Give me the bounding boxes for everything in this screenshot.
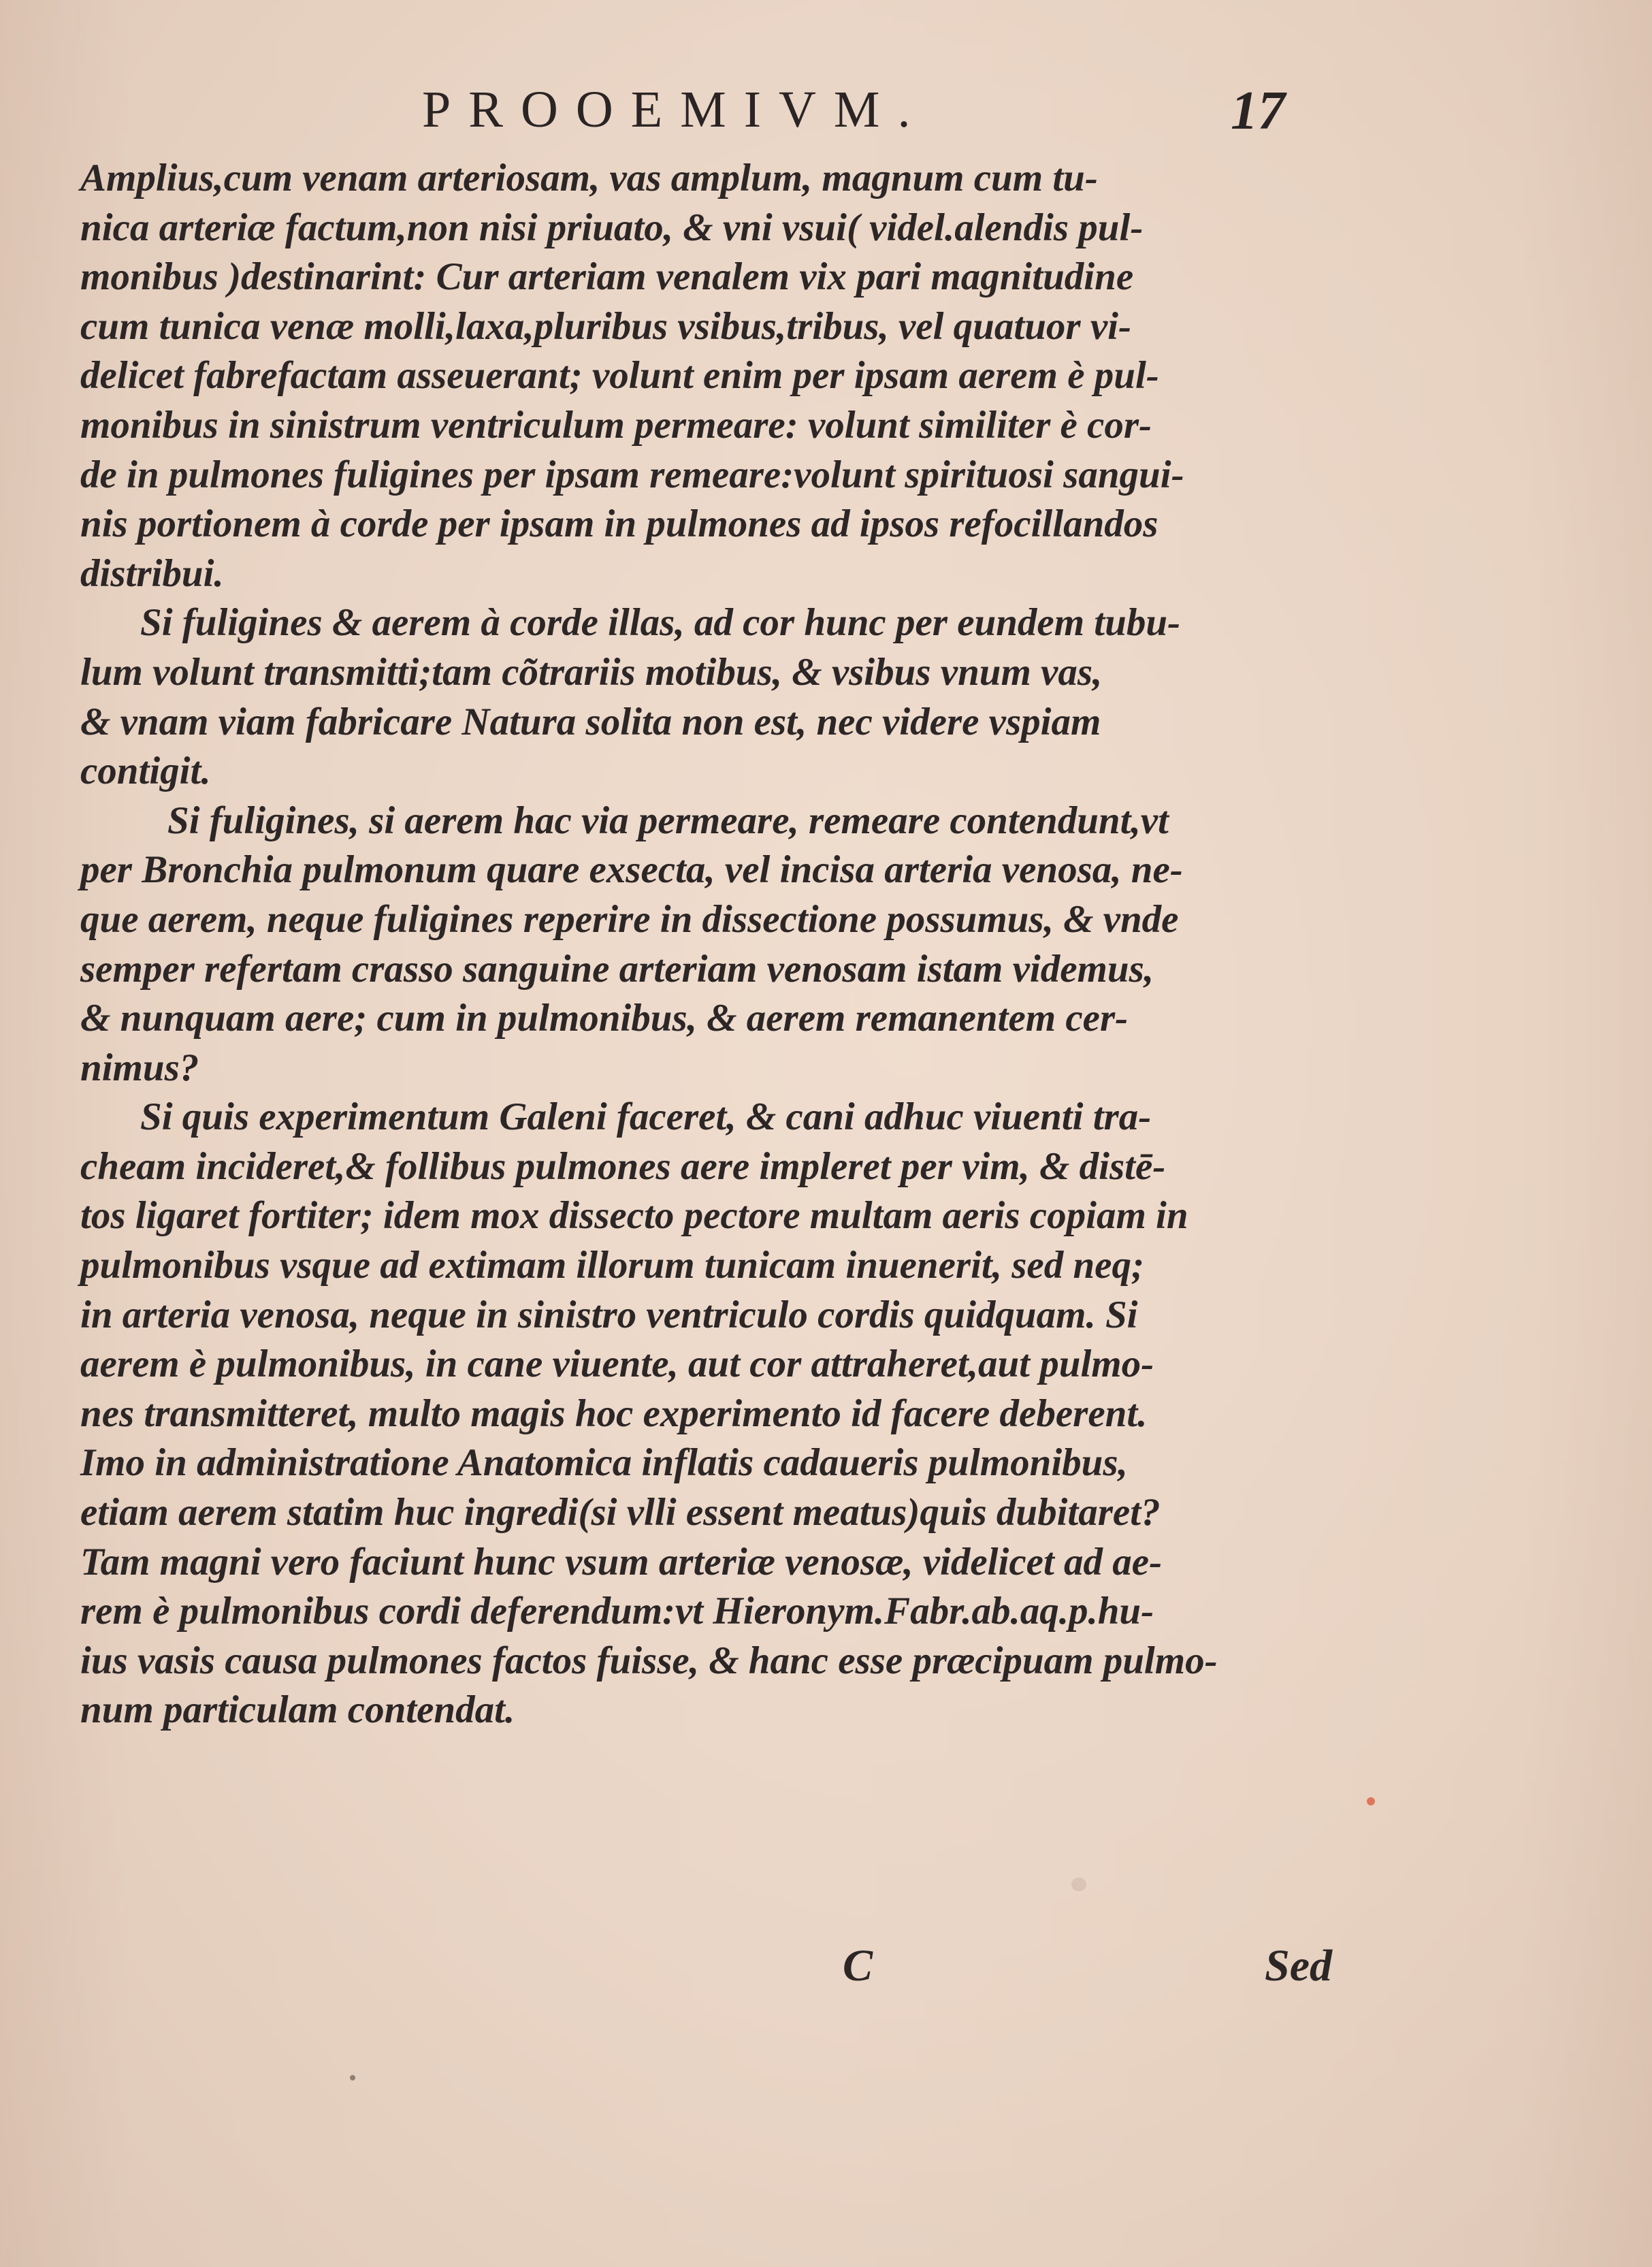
text-line: Imo in administratione Anatomica inflatis cadaueris pulmonibus,	[80, 1441, 1128, 1485]
text-line: & nunquam aere; cum in pulmonibus, & aerem remanentem cer-	[80, 997, 1129, 1040]
text-line: num particulam contendat.	[80, 1688, 515, 1732]
text-line: Amplius,cum venam arteriosam, vas amplum, magnum cum tu-	[80, 157, 1098, 199]
text-line: contigit.	[80, 750, 211, 793]
text-line: cheam incideret,& follibus pulmones aere impleret per vim, & distē-	[80, 1144, 1166, 1188]
text-line: nica arteriæ factum,non nisi priuato, & vni vsui( videl.alendis pul-	[80, 206, 1144, 249]
paragraph-first-line: Si fuligines & aerem à corde illas, ad cor hunc per eundem tubu-	[140, 601, 1181, 645]
text-line: etiam aerem statim huc ingredi(si vlli essent meatus)quis dubitaret?	[80, 1491, 1161, 1534]
text-line: de in pulmones fuligines per ipsam remeare:volunt spirituosi sangui-	[80, 453, 1184, 496]
paragraph-first-line: Si quis experimentum Galeni faceret, & cani adhuc viuenti tra-	[140, 1095, 1152, 1139]
text-line: lum volunt transmitti;tam cõtrariis motibus, & vsibus vnum vas,	[80, 650, 1103, 694]
text-line: monibus )destinarint: Cur arteriam venalem vix pari magnitudine	[80, 255, 1134, 299]
text-line: per Bronchia pulmonum quare exsecta, vel incisa arteria venosa, ne-	[80, 848, 1183, 892]
text-line: rem è pulmonibus cordi deferendum:vt Hieronym.Fabr.ab.aq.p.hu-	[80, 1590, 1154, 1633]
text-line: semper refertam crasso sanguine arteriam venosam istam videmus,	[80, 947, 1154, 991]
text-line: monibus in sinistrum ventriculum permeare: volunt similiter è cor-	[80, 403, 1152, 447]
page-header	[0, 80, 1652, 142]
text-line: aerem è pulmonibus, in cane viuente, aut cor attraheret,aut pulmo-	[80, 1342, 1154, 1386]
paper-stain	[350, 2075, 355, 2080]
text-line: Tam magni vero faciunt hunc vsum arteriæ venosæ, videlicet ad ae-	[80, 1540, 1163, 1583]
text-line: nimus?	[80, 1046, 199, 1089]
text-line: in arteria venosa, neque in sinistro ventriculo cordis quidquam. Si	[80, 1293, 1138, 1336]
text-line: nes transmitteret, multo magis hoc experimento id facere deberent.	[80, 1392, 1148, 1435]
paper-stain	[1367, 1797, 1375, 1805]
text-line: nis portionem à corde per ipsam in pulmones ad ipsos refocillandos	[80, 502, 1159, 546]
page-number: 17	[1231, 81, 1285, 141]
catchword: Sed	[1265, 1941, 1332, 1991]
paper-stain	[1071, 1878, 1086, 1891]
body-text	[80, 154, 1333, 1735]
page-footer	[0, 1940, 1652, 2001]
text-line: que aerem, neque fuligines reperire in dissectione possumus, & vnde	[80, 897, 1179, 941]
text-line: delicet fabrefactam asseuerant; volunt enim per ipsam aerem è pul-	[80, 354, 1159, 398]
text-line: tos ligaret fortiter; idem mox dissecto pectore multam aeris copiam in	[80, 1194, 1188, 1238]
signature-mark: C	[843, 1941, 873, 1991]
text-line: & vnam viam fabricare Natura solita non est, nec videre vspiam	[80, 700, 1101, 743]
running-title: PROOEMIVM.	[422, 81, 928, 138]
paragraph-first-line: Si fuligines, si aerem hac via permeare, remeare contendunt,vt	[167, 799, 1169, 842]
text-line: pulmonibus vsque ad extimam illorum tunicam inuenerit, sed neq;	[80, 1244, 1144, 1287]
text-line: distribui.	[80, 551, 224, 595]
text-line: ius vasis causa pulmones factos fuisse, & hanc esse præcipuam pulmo-	[80, 1639, 1218, 1682]
text-line: cum tunica venæ molli,laxa,pluribus vsibus,tribus, vel quatuor vi-	[80, 304, 1131, 348]
